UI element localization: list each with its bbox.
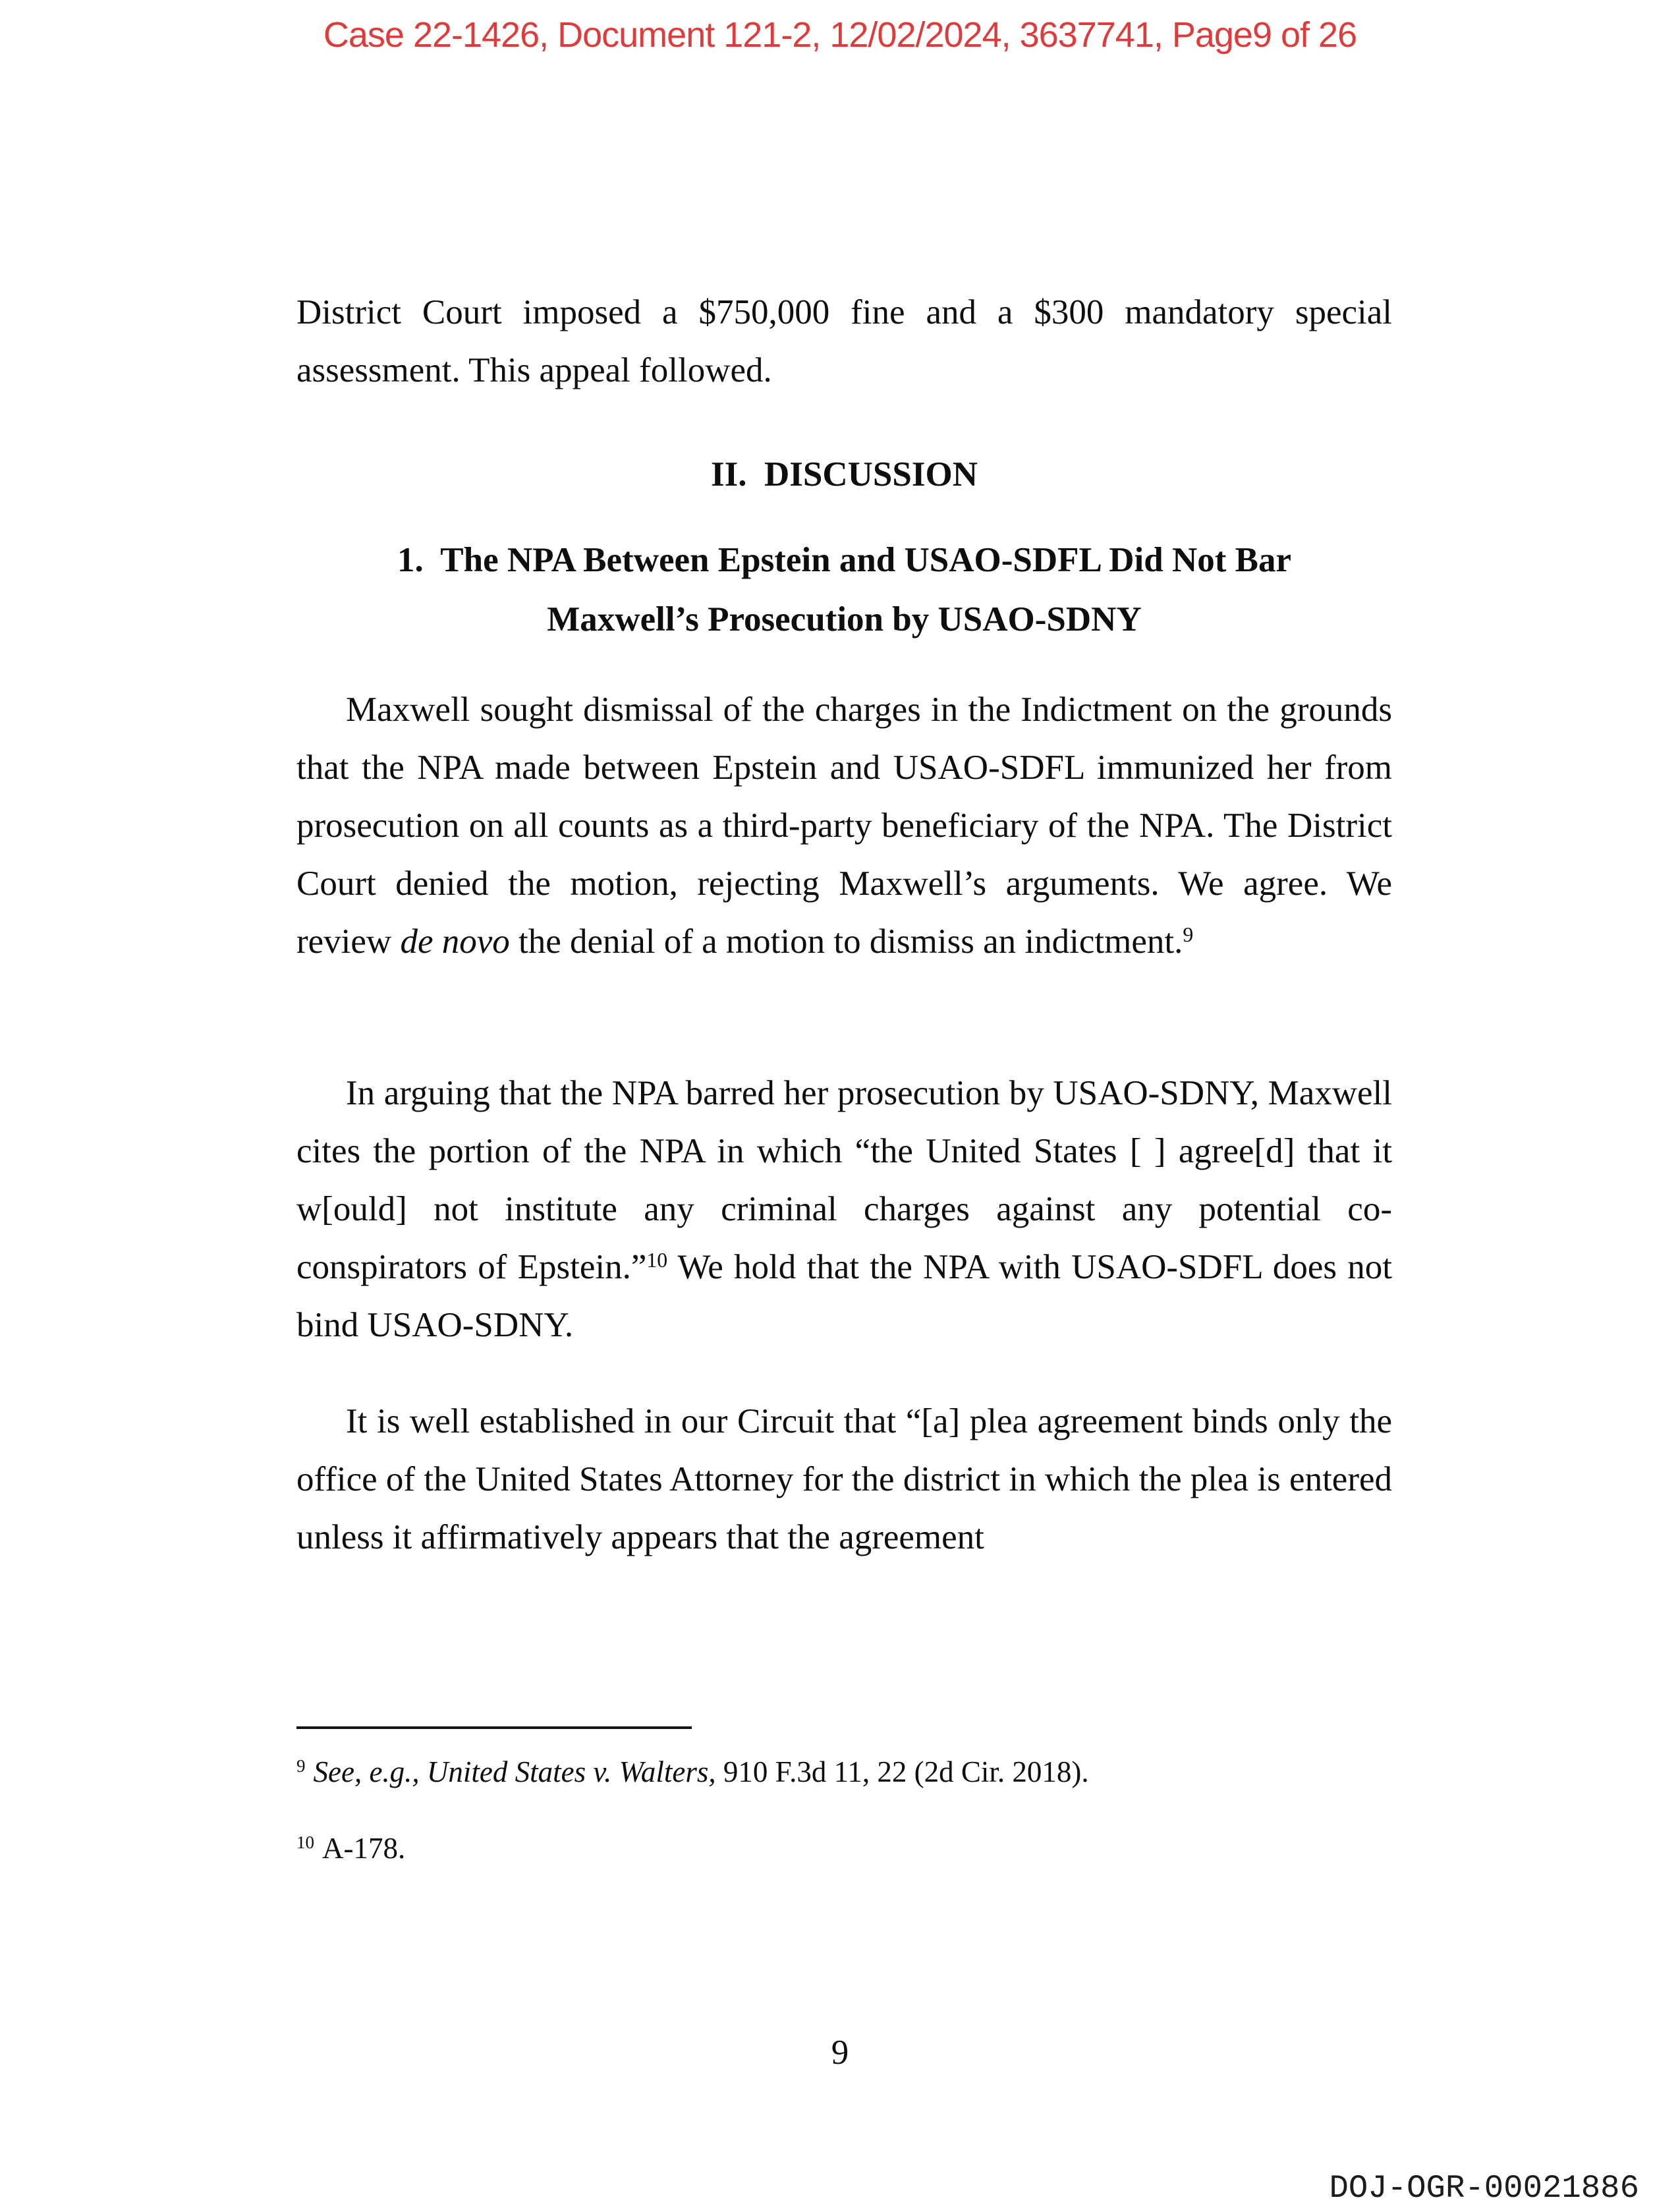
section-heading-line2: Maxwell’s Prosecution by USAO-SDNY	[547, 600, 1142, 638]
footnote-9	[296, 1753, 1392, 1791]
page-number: 9	[831, 2033, 849, 2072]
case-header: Case 22-1426, Document 121-2, 12/02/2024, 3637741, Page9 of 26	[323, 15, 1357, 55]
footnote-10-marker: 10	[296, 1832, 314, 1853]
paragraph-npa-argument: In arguing that the NPA barred her prosecution by USAO-SDNY, Maxwell cites the portion of the NPA in which “the United States [ ] agree[d] that it w[ould] not institute any criminal charges against any potential co-conspirators of Epstein.”$^{10}$ We hold that the NPA with USAO-SDFL does not bind USAO-SDNY.	[296, 1074, 1392, 1344]
footnote-10-text: A-178.	[322, 1832, 406, 1865]
section-heading-line1: 1. The NPA Between Epstein and USAO-SDFL Did Not Bar	[397, 541, 1292, 579]
paragraph-plea-agreement: It is well established in our Circuit that “[a] plea agreement binds only the office of the United States Attorney for the district in which the plea is entered unless it affirmatively appears that the agreement	[296, 1402, 1392, 1556]
footnote-10	[296, 1829, 1392, 1867]
paragraph-npa-dismissal: Maxwell sought dismissal of the charges in the Indictment on the grounds that the NPA made between Epstein and USAO-SDFL immunized her from prosecution on all counts as a third-party beneficiary of the NPA. The District Court denied the motion, rejecting Maxwell’s arguments. We agree. We review de novo the denial of a motion to dismiss an indictment.$^9$	[296, 691, 1392, 961]
footnote-9-marker: 9	[296, 1756, 306, 1776]
discussion-heading: II. DISCUSSION	[710, 455, 978, 494]
bates-number: DOJ-OGR-00021886	[1329, 2170, 1639, 2207]
section-heading	[296, 530, 1392, 649]
footnote-9-text: See, e.g., United States v. Walters, 910 F.3d 11, 22 (2d Cir. 2018).	[313, 1755, 1089, 1788]
paragraph-continuation: District Court imposed a $750,000 fine and a $300 mandatory special assessment. This appeal followed.	[296, 293, 1392, 389]
footnote-separator	[296, 1726, 692, 1729]
